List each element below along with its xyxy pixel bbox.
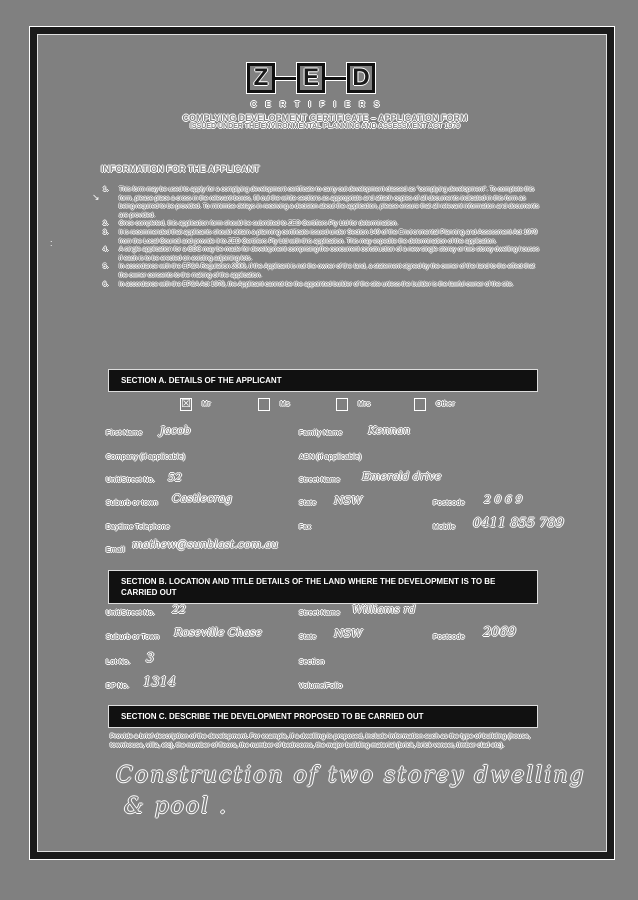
info-item-text: Once completed, this application form should be submitted to ZED Certifiers Pty Ltd for determination.	[119, 220, 398, 228]
site-street-label: Street Name	[299, 610, 340, 617]
site-state-value[interactable]: NSW	[334, 627, 363, 640]
state-label: State	[299, 500, 317, 507]
info-item-number: 3.	[103, 228, 109, 236]
logo-subtitle: CERTIFIERS	[250, 100, 389, 109]
info-item	[103, 220, 540, 229]
daytime-telephone-label: Daytime Telephone	[106, 524, 170, 531]
site-postcode-value[interactable]: 2069	[483, 625, 517, 640]
page-inner-border	[37, 34, 607, 852]
section-a-header: SECTION A. DETAILS OF THE APPLICANT	[108, 369, 538, 392]
info-item-text: In accordance with the EP&A Act 1979, the Applicant cannot be the appointed builder of the site unless the builder is the lawful owner of the site.	[119, 280, 514, 288]
title-option-other[interactable]	[414, 398, 492, 411]
development-description-line-1[interactable]: Construction of two storey dwelling	[116, 763, 586, 788]
info-item-number: 4.	[103, 246, 109, 254]
first-name-value[interactable]: Jacob	[160, 424, 191, 437]
info-item	[103, 263, 540, 280]
lot-no-label: Lot No.	[106, 659, 131, 666]
info-item-number: 6.	[103, 280, 109, 288]
checkbox-other[interactable]	[414, 398, 426, 411]
info-item	[103, 228, 540, 246]
info-item	[103, 280, 540, 290]
family-name-label: Family Name	[299, 430, 343, 437]
email-value[interactable]: mathew@sunblast.com.au	[132, 538, 279, 551]
site-unit-value[interactable]: 22	[172, 603, 186, 616]
info-item-text: A single application for a CDC may be made for development comprising the concurrent construction of a new single storey or two storey dwelling houses if each is to be erected on existing adjoining lots.	[119, 246, 539, 262]
site-suburb-value[interactable]: Roseville Chase	[174, 626, 263, 639]
suburb-label: Suburb or town	[106, 500, 158, 507]
lot-no-value[interactable]: 3	[146, 651, 155, 666]
mobile-value[interactable]: 0411 855 789	[473, 516, 564, 531]
logo-letter-e: E	[297, 63, 325, 93]
family-name-value[interactable]: Kennan	[368, 424, 411, 437]
checkbox-label: Other	[436, 401, 455, 408]
mobile-label: Mobile	[433, 524, 456, 531]
title-option-ms[interactable]	[258, 398, 336, 411]
street-name-value[interactable]: Emerald drive	[362, 470, 442, 483]
checkbox-mrs[interactable]	[336, 398, 348, 411]
unit-street-no-value[interactable]: 52	[168, 471, 182, 484]
site-unit-label: Unit/Street No.	[106, 610, 155, 617]
development-description-line-2[interactable]: & pool .	[124, 794, 229, 819]
unit-street-no-label: Unit/Street No.	[106, 477, 155, 484]
title-checkboxes	[180, 398, 492, 411]
dp-no-value[interactable]: 1314	[143, 675, 177, 690]
fax-label: Fax	[299, 524, 312, 531]
info-item-number: 5.	[103, 263, 109, 271]
dp-no-label: DP No.	[106, 683, 129, 690]
logo-letter-z: Z	[247, 63, 275, 93]
site-suburb-label: Suburb or Town	[106, 634, 160, 641]
checkbox-label: Ms	[280, 401, 290, 408]
form-title: COMPLYING DEVELOPMENT CERTIFICATE – APPLICATION FORM	[182, 113, 468, 123]
logo-connector	[275, 76, 297, 81]
info-item-text: In accordance with the EP&A Regulation 2000, if the Applicant is not the owner of the land, a statement signed by the owner of the land to the effect that the owner consents to the making of the application.	[119, 263, 535, 279]
abn-label: ABN (if applicable)	[299, 454, 362, 461]
info-list	[103, 186, 540, 289]
info-item	[103, 186, 540, 220]
checkbox-label: Mr	[202, 401, 211, 408]
zed-logo	[247, 63, 375, 93]
email-label: Email	[106, 547, 125, 554]
pen-mark: ↘	[92, 192, 100, 202]
section-b-header: SECTION B. LOCATION AND TITLE DETAILS OF THE LAND WHERE THE DEVELOPMENT IS TO BE CARRIED OUT	[108, 570, 538, 604]
title-option-mr[interactable]	[180, 398, 258, 411]
info-item-text: This form may be used to apply for a complying development certificate to carry out development classed as "complying development". To complete this form, please place a cross in the relevant boxes, fill out the white sections as appropriate and attach copies of all documents indicated in this form as being required to be provided. To minimise delays in receiving a decision about the application, please ensure that all relevant information and documents are provided.	[119, 186, 539, 219]
postcode-label: Postcode	[433, 500, 465, 507]
first-name-label: First Name	[106, 430, 143, 437]
company-label: Company (if applicable)	[106, 454, 185, 461]
site-state-label: State	[299, 634, 317, 641]
site-street-value[interactable]: Williams rd	[352, 603, 416, 616]
checkbox-mr[interactable]: ☒	[181, 398, 191, 410]
section-c-instructions: Provide a brief description of the development. For example, if a dwelling is proposed, include information such as the type of building (house, townhouse, villa, etc), the number of floors, the number of bedrooms, the major building material (brick, brick veneer, timber clad etc).	[110, 733, 531, 749]
volume-folio-label: Volume/Folio	[299, 683, 343, 690]
section-c-header: SECTION C. DESCRIBE THE DEVELOPMENT PROPOSED TO BE CARRIED OUT	[108, 705, 538, 728]
logo-connector	[325, 76, 347, 81]
form-subtitle: ISSUED UNDER THE ENVIRONMENTAL PLANNING AND ASSESSMENT ACT 1979	[189, 123, 461, 130]
suburb-value[interactable]: Castlecrag	[172, 492, 233, 505]
postcode-value[interactable]: 2 0 6 9	[484, 493, 523, 506]
checkbox-ms[interactable]	[258, 398, 270, 411]
site-postcode-label: Postcode	[433, 634, 465, 641]
street-name-label: Street Name	[299, 477, 340, 484]
info-item-number: 2.	[103, 220, 109, 228]
info-item	[103, 246, 540, 263]
logo-letter-d: D	[347, 63, 375, 93]
checkbox-label: Mrs	[358, 401, 371, 408]
info-item-number: 1.	[103, 186, 109, 193]
info-item-text: It is recommended that applicants should obtain a planning certificate issued under Section 149 of the Environmental Planning and Assessment Act 1979 from the Local Council and provide it to ZED Certifiers Pty Ltd with this application. This may expedite the determination of the application.	[119, 228, 538, 245]
section-label: Section	[299, 659, 325, 666]
state-value[interactable]: NSW	[334, 494, 363, 507]
pen-mark: :	[50, 238, 53, 248]
info-heading: INFORMATION FOR THE APPLICANT	[101, 164, 260, 174]
title-option-mrs[interactable]	[336, 398, 414, 411]
